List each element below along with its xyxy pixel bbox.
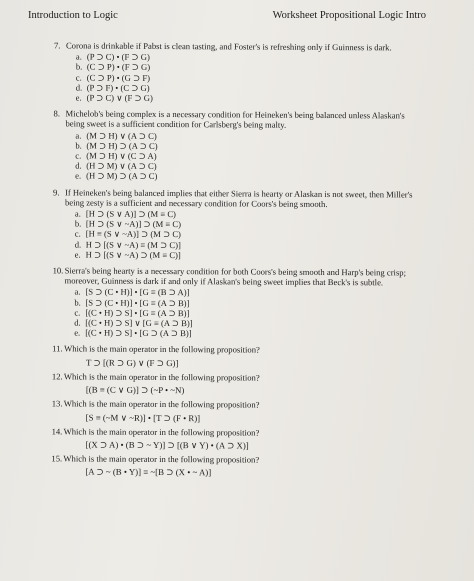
option-formula: [(C • H) ⊃ S] • [G ⊃ (A ⊃ B)]	[85, 327, 192, 339]
question-number: 12.	[51, 371, 63, 382]
option-letter: d.	[74, 317, 81, 328]
proposition-formula: [(B ≡ (C ∨ G)] ⊃ (~P • ~N)	[85, 384, 185, 396]
option-formula: (M ⊃ H) ∨ (A ⊃ C)	[86, 130, 157, 141]
question-number: 8.	[53, 108, 61, 119]
proposition-formula: T ⊃ [(R ⊃ G) ∨ (F ⊃ G)]	[86, 357, 179, 368]
answer-options	[76, 52, 474, 105]
question-14	[0, 426, 472, 452]
option-formula: H ⊃ [(S ∨ ~A) ⊃ (M ≡ C)]	[85, 249, 181, 260]
question-11	[0, 343, 472, 369]
answer-options	[74, 287, 472, 340]
question-15	[0, 453, 471, 479]
option-formula: [H ≡ (S ∨ ~A)] ⊃ (M ⊃ C)	[85, 228, 181, 240]
option-letter: e.	[75, 92, 82, 103]
option-letter: e.	[74, 327, 81, 338]
option-formula: (P ⊃ C) • (F ⊃ G)	[86, 51, 150, 63]
option-formula: (H ⊃ M) ⊃ (A ⊃ C)	[86, 170, 158, 182]
option-formula: (P ⊃ F) • (C ⊃ G)	[86, 82, 150, 93]
proposition-formula: [A ⊃ ~ (B • Y)] ≡ ~[B ⊃ (X • ~ A)]	[85, 466, 212, 478]
option-letter: b.	[75, 61, 83, 72]
option-e	[75, 249, 473, 262]
option-formula: H ⊃ [(S ∨ ~A) ≡ (M ⊃ C)]	[85, 239, 181, 250]
header-worksheet-title: Worksheet Propositional Logic Intro	[272, 10, 426, 21]
question-number: 11.	[52, 343, 63, 354]
question-13	[0, 398, 472, 424]
option-letter: d.	[75, 82, 83, 93]
option-e	[76, 92, 474, 105]
option-letter: a.	[75, 51, 82, 62]
option-e	[75, 171, 473, 184]
option-letter: a.	[75, 130, 82, 141]
option-letter: a.	[74, 208, 81, 219]
option-letter: e.	[74, 249, 81, 260]
question-text: Sierra's being hearty is a necessary condition for both Coors's being smooth and Harp's being crisp; moreover, Guinness is dark if and only if Alaskan's being sweet implies that Beck's is subtle.	[64, 265, 407, 288]
question-text: Which is the main operator in the following proposition?	[63, 398, 260, 410]
option-formula: [S ⊃ (C • H)] • [G ≡ (A ⊃ B)]	[85, 297, 190, 308]
question-8	[0, 108, 474, 183]
option-formula: (M ⊃ H) ∨ (C ⊃ A)	[86, 150, 157, 161]
option-letter: d.	[75, 160, 82, 171]
option-formula: [H ⊃ (S ∨ A)] ⊃ (M ≡ C)	[85, 208, 176, 220]
option-formula: (C ⊃ P) • (G ⊃ F)	[86, 72, 151, 83]
answer-options	[75, 209, 473, 262]
question-number: 9.	[53, 186, 60, 198]
option-formula: (C ⊃ P) • (F ⊃ G)	[86, 61, 151, 73]
option-letter: b.	[75, 140, 82, 151]
option-formula: [(C • H) ⊃ S] ∨ [G ≡ (A ⊃ B)]	[85, 317, 193, 329]
header-course-title: Introduction to Logic	[28, 10, 118, 21]
question-number: 14.	[51, 426, 63, 437]
answer-options	[75, 130, 473, 183]
option-letter: d.	[74, 239, 82, 250]
question-text: Michelob's being complex is a necessary condition for Heineken's being balanced unless Alaskan's being sweet is a sufficient condition for Carlsberg's being malty.	[65, 108, 405, 131]
question-text: Which is the main operator in the following proposition?	[64, 343, 260, 356]
question-number: 7.	[53, 40, 61, 51]
option-letter: a.	[74, 286, 81, 297]
question-text: Corona is drinkable if Pabst is clean tasting, and Foster's is refreshing only if Guinness is dark.	[65, 40, 392, 53]
question-12	[0, 371, 472, 397]
question-9	[0, 187, 473, 262]
question-number: 13.	[51, 398, 63, 409]
option-formula: (M ⊃ H) ⊃ (A ⊃ C)	[86, 140, 158, 151]
question-text: Which is the main operator in the following proposition?	[63, 371, 260, 383]
question-number: 10.	[52, 265, 64, 276]
question-10	[0, 265, 473, 340]
question-7	[0, 40, 474, 105]
option-letter: c.	[74, 307, 81, 318]
option-letter: c.	[75, 150, 82, 161]
option-formula: [(C • H) ⊃ S] • [G ≡ (A ⊃ B)]	[85, 307, 190, 319]
question-number: 15.	[51, 453, 63, 464]
option-letter: c.	[75, 72, 82, 83]
option-formula: [H ⊃ (S ∨ ~A)] ⊃ (M ≡ C)	[85, 218, 182, 230]
question-text: Which is the main operator in the following proposition?	[63, 453, 260, 465]
option-formula: [S ⊃ (C • H)] • [G ≡ (B ⊃ A)]	[85, 286, 190, 298]
option-letter: c.	[74, 228, 81, 239]
proposition-formula: [(X ⊃ A) • (B ⊃ ~ Y)] ⊃ [(B ∨ Y) • (A ⊃ X)]	[85, 439, 249, 451]
proposition-formula: [S ≡ (~M ∨ ~R)] • [T ⊃ (F • R)]	[85, 412, 201, 423]
question-text: If Heineken's being balanced implies that either Sierra is hearty or Alaskan is not sweet, then Miller's being zesty is a sufficient and necessary condition for Coors's being smooth.	[64, 187, 413, 209]
option-letter: b.	[74, 297, 81, 308]
worksheet-content	[0, 40, 474, 483]
option-letter: b.	[74, 218, 82, 229]
option-letter: e.	[75, 170, 82, 181]
option-formula: (H ⊃ M) ∨ (A ⊃ C)	[86, 160, 157, 172]
question-text: Which is the main operator in the following proposition?	[63, 426, 260, 438]
option-formula: (P ⊃ C) ∨ (F ⊃ G)	[86, 92, 153, 103]
option-e	[74, 328, 472, 341]
